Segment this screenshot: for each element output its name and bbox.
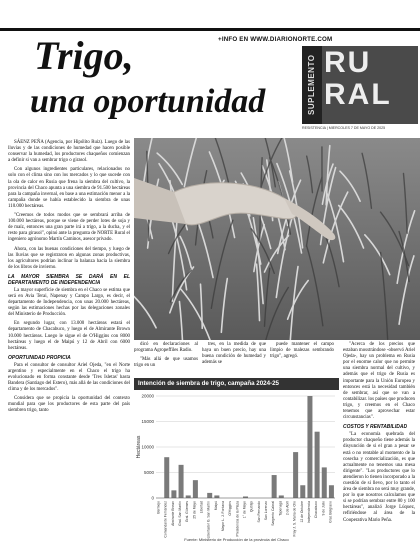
- article-column-5: [343, 342, 415, 527]
- y-tick-label: 15000: [141, 419, 154, 424]
- supplement-label: SUPLEMENTO: [302, 46, 322, 124]
- paragraph: puede mantener el campo limpio de malezas sembrando trigo", agregó.: [270, 342, 334, 360]
- bar: [272, 475, 277, 498]
- paragraph: "Creemos de todos modos que se sembrará arriba de 100.000 hectáreas, porque se viene de perder lotes de soja y de maíz, entonces una gran parte irá a trigo, a la ducha, y el resto para girasol", opinó ante la pregunta de NORTE Rural el ingeniero agrónomo Martín Caminos, asesor privado.: [8, 213, 130, 243]
- paragraph: tres, en la medida de que haya un buen precio, hay una buena condición de humedad y además se: [202, 342, 266, 366]
- top-bar: [0, 0, 420, 26]
- article-column-4: [270, 342, 334, 363]
- x-tick-label: Gral. Güemes: [185, 501, 190, 523]
- supplement-title-2: RAL: [324, 78, 392, 111]
- article-column-2: [134, 342, 198, 372]
- y-tick-label: 10000: [141, 444, 154, 450]
- subhead: COSTOS Y RENTABILIDAD: [343, 424, 408, 431]
- supplement-block: [302, 46, 418, 130]
- bar: [322, 467, 327, 498]
- x-tick-label: Chacabuco: [314, 501, 319, 519]
- wheat-field-photo: [134, 138, 420, 340]
- x-tick-label: Comandante Fernández: [163, 501, 168, 538]
- x-tick-label: Maipú: [213, 501, 218, 511]
- x-tick-label: Gral. Belgrano: [328, 501, 333, 523]
- bar: [207, 493, 212, 498]
- x-tick-label: 1° de Mayo: [242, 501, 247, 519]
- chart-svg: [134, 378, 339, 546]
- x-tick-label: Mayor L. J. Fontana: [221, 501, 226, 532]
- x-tick-label: Fray J. S. María de Oro: [292, 501, 297, 537]
- bar: [193, 480, 198, 498]
- paragraph: Con algunos ingredientes particulares, relacionados no solo con el clima sino con los mercados y lo que sucede con la ola de calor en Rusia que frena la siembra del cultivo, la provincia del Chaco apunta a una siembra de 91.500 hectáreas para la campaña invernal, en base a una estimación menor a la campaña donde se había establecido la siembra de unas 110.000 hectáreas.: [8, 167, 130, 209]
- chart-box: [134, 378, 339, 546]
- x-tick-label: Almirante Brown: [170, 501, 175, 526]
- x-tick-label: 9 de Julio: [321, 501, 326, 516]
- headline-line-2: una oportunidad: [30, 83, 266, 120]
- bar: [171, 490, 176, 498]
- x-tick-label: Quitilipi: [249, 501, 254, 513]
- bar: [307, 396, 312, 498]
- bar: [186, 495, 191, 498]
- paragraph: Para el consultor de consultor Ariel Ojeda, "en el Norte argentino y especialmente en el Chaco el trigo ha evolucionado en forma constante desde 'Tres Isletas' hasta Bandera (Santiago del Estero), más allá de las condiciones del clima y de los mercados".: [8, 362, 130, 393]
- bar: [179, 465, 184, 498]
- x-tick-label: Gral. San Martín: [178, 501, 183, 526]
- x-tick-label: Tapenagá: [278, 501, 283, 516]
- article-column-3: [202, 342, 266, 369]
- chart-title: Intención de siembra de trigo, campaña 2024-25: [134, 378, 339, 390]
- x-tick-label: Libertad: [199, 501, 204, 514]
- x-tick-label: O'Higgins: [228, 501, 233, 516]
- subhead: LA MAYOR SIEMBRA SE DARÁ EN EL DEPARTAMENTO DE INDEPENDENCIA: [8, 273, 130, 286]
- supplement-title-1: RU: [324, 46, 372, 79]
- x-tick-label: San Fernando: [256, 501, 261, 523]
- bar: [293, 452, 298, 498]
- top-rule: [0, 28, 420, 31]
- x-tick-label: Bermejo: [156, 501, 161, 514]
- y-axis-label: Hectáreas: [136, 435, 142, 459]
- bar: [329, 485, 334, 498]
- wheat-photo-illustration: [134, 138, 420, 340]
- x-tick-label: 25 de Mayo: [192, 501, 197, 519]
- y-tick-label: 20000: [141, 393, 154, 399]
- headline-line-1: Trigo,: [34, 33, 134, 78]
- bar: [214, 495, 219, 498]
- x-tick-label: Sargento Cabral: [271, 501, 276, 526]
- x-tick-label: San Lorenzo: [263, 501, 268, 521]
- bar: [300, 485, 305, 498]
- contact-url[interactable]: +INFO EN WWW.DIARIONORTE.COM: [218, 36, 333, 43]
- paragraph: Ahora, con las buenas condiciones del tiempo, y luego de las lluvias que se registraron en algunas zonas productivas, los agricultores podrían inclinar la balanza hacia la siembra de los libros de invierno.: [8, 246, 130, 270]
- x-tick-label: Presidencia de la Plaza: [235, 501, 240, 537]
- bar: [164, 457, 169, 498]
- subhead: OPORTUNIDAD PROPICIA: [8, 354, 71, 361]
- issue-date: RESISTENCIA | MIERCOLES 7 DE MAYO DE 2025: [302, 126, 386, 130]
- paragraph: SÁENZ PEÑA (Agencia, por Hipólito Ruiz). Luego de las lluvias y de las condiciones de humedad que hacen posible conservar la humedad, los productores chaqueños comienzan a definir si van a sembrar trigo o girasol.: [8, 140, 130, 164]
- x-tick-label: 12 de Octubre: [299, 501, 304, 523]
- paragraph: "La economía quebrada del productor chaqueño tiene además la disyunción de si el gran a pesar se está o no rentable al momento de la cosecha y comercialización, es que actualmente no tenemos una mesa dirigente". "Los productores que lo atendieron lo tienen incorporado a la cuestión de si llevo, por lo tanto el área de siembra no será muy grande, por lo que nosotros calculamos que si se podrían sembrar entre 80 y 100 hectáreas", analizó Jorge Lúquez, refiriéndose al área de la Cooperativa Mario Peña.: [343, 432, 415, 523]
- bar: [315, 432, 320, 498]
- paragraph: "Más allá de que usamos trigo en un: [134, 357, 198, 369]
- paragraph: dicó en declaraciones al programa Agropeffiles Radio.: [134, 342, 198, 354]
- paragraph: "Acerca de los precios que estaban mosstrándose -observó Ariel Ojeda-, hay un problema en Rusia por el enorme calor que no permite una siembra normal del cultivo, y además que el trigo de Rusia es importante para la Unión Europea y entonces está la necesidad también de sembrar, así que se van a contabilizar. los países que producen trigo, y creemos en el Chaco tenemos que aprovechar estar circunstancias".: [343, 342, 415, 421]
- x-tick-label: Libertador G. San Martín: [206, 501, 211, 539]
- x-tick-label: 2 de Abril: [285, 501, 290, 516]
- x-tick-label: Independencia: [306, 501, 311, 524]
- y-tick-label: 5000: [143, 470, 154, 475]
- bar: [279, 495, 284, 498]
- chart-source: Fuente: Ministerio de Producción de la provincia del Chaco: [184, 537, 289, 542]
- paragraph: Considera que se propicia la oportunidad del contexto mundial para que los productores de esta parte del país siembren trigo, tanto: [8, 396, 130, 414]
- y-tick-label: 0: [151, 495, 154, 501]
- paragraph: En segundo lugar, con 13.000 hectáreas estará el departamento de Chacabuco, y luego el de Almirante Brown 10.000 hectáreas. Luego le sigue el de O'Higgins con 8000 hectáreas y luego el de Maipú y 12 de Abril con 6000 hectáreas.: [8, 321, 130, 351]
- paragraph: La mayor superficie de siembra en el Chaco se estima que será en Avia Terai, Napenay y Campo Largo, es decir, el departamento de Independencia, con unas 20.000 hectáreas, según las estimaciones hechas por las delegaciones zonales del Ministerio de Producción.: [8, 287, 130, 318]
- article-column-1: [8, 140, 130, 418]
